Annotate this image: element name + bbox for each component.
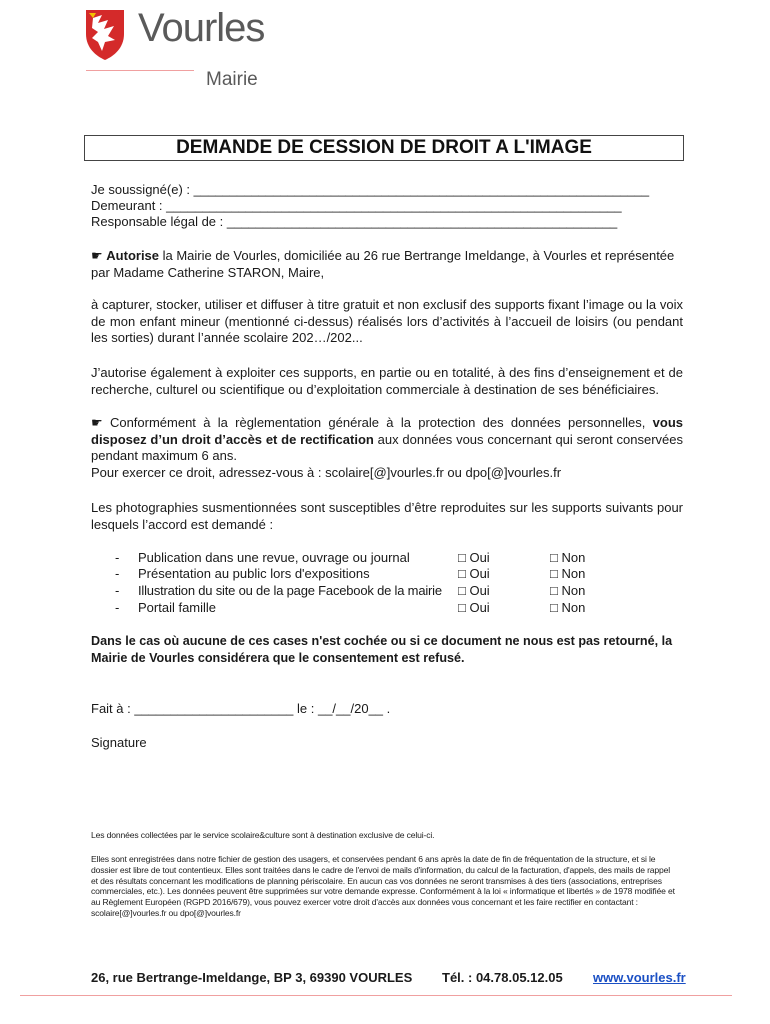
footer-phone: Tél. : 04.78.05.12.05 xyxy=(442,970,563,985)
footer-address: 26, rue Bertrange-Imeldange, BP 3, 69390 VOURLES xyxy=(91,970,413,985)
non-checkbox[interactable]: □ Non xyxy=(550,583,586,598)
demeurant-field: Demeurant : _______________________________________________________________ xyxy=(91,198,622,213)
consent-row xyxy=(91,600,683,616)
oui-checkbox[interactable]: □ Oui xyxy=(458,566,490,581)
list-dash: - xyxy=(115,550,120,565)
document-title xyxy=(84,135,684,161)
authorize-keyword: Autorise xyxy=(106,248,160,263)
footer-website-link[interactable]: www.vourles.fr xyxy=(593,970,686,985)
non-checkbox[interactable]: □ Non xyxy=(550,566,586,581)
rgpd-paragraph xyxy=(91,415,683,465)
rgpd-bold-text: vous disposez d’un droit d’accès et de rectification xyxy=(91,415,683,447)
list-dash: - xyxy=(115,583,120,598)
supports-intro: Les photographies susmentionnées sont susceptibles d’être reproduites sur les supports suivants pour lesquels l’accord est demandé : xyxy=(91,500,683,532)
rgpd-text-after: aux données vous concernant qui seront conservées pendant maximum 6 ans. xyxy=(91,431,683,463)
responsable-field: Responsable légal de : ______________________________________________________ xyxy=(91,214,618,229)
oui-checkbox[interactable]: □ Oui xyxy=(458,600,490,615)
consent-warning: Dans le cas où aucune de ces cases n'est cochée ou si ce document ne nous est pas retourné, la Mairie de Vourles considérera que le consentement est refusé. xyxy=(91,634,673,665)
pointing-hand-icon: ☛ xyxy=(91,415,103,430)
non-checkbox[interactable]: □ Non xyxy=(550,600,586,615)
authorize-paragraph xyxy=(91,248,683,281)
logo-wordmark: Vourles xyxy=(138,6,265,50)
header-divider xyxy=(86,70,194,71)
fait-a-field: Fait à : ______________________ le : __/__/20__ . xyxy=(91,701,391,716)
signature-label: Signature xyxy=(91,735,147,750)
soussigne-field: Je soussigné(e) : _______________________________________________________________ xyxy=(91,182,650,197)
rgpd-contact: Pour exercer ce droit, adressez-vous à : scolaire[@]vourles.fr ou dpo[@]vourles.fr xyxy=(91,465,562,480)
consent-row xyxy=(91,566,683,582)
rgpd-text-before: Conformément à la règlementation générale à la protection des données personnelles, xyxy=(102,415,653,430)
capture-paragraph: à capturer, stocker, utiliser et diffuser à titre gratuit et non exclusif des supports fixant l’image ou la voix de mon enfant mineur (mentionné ci-dessus) réalisés lors d’activités à l’accueil de loisirs (ou pendant les sorties) durant l’année scolaire 202…/202... xyxy=(91,297,683,345)
footer-divider xyxy=(20,995,732,996)
legal-notice-long: Elles sont enregistrées dans notre fichier de gestion des usagers, et conservées pendant 6 ans après la date de fin de fréquentation de la structure, et si le dossier est libre de tout contentieux. Elles sont traitées dans le cadre de l'envoi de mails d'information, du calcul de la facturation, d'appels, des mails de rappel et des résultats concernant les modifications de planning périscolaire. En aucun cas vos données ne seront transmises à des tiers (associations, entreprises commerciales, etc.). Les données peuvent être supprimées sur votre demande expresse. Conformément à la loi « informatique et libertés » de 1978 modifiée et au Règlement Européen (RGPD 2016/679), vous pouvez exercer votre droit d'accès aux données vous concernant et les faire rectifier en contactant : scolaire[@]vourles.fr ou dpo[@]vourles.fr xyxy=(91,854,675,918)
oui-checkbox[interactable]: □ Oui xyxy=(458,583,490,598)
consent-row xyxy=(91,583,683,599)
consent-row xyxy=(91,550,683,566)
oui-checkbox[interactable]: □ Oui xyxy=(458,550,490,565)
list-dash: - xyxy=(115,566,120,581)
document-title-text: DEMANDE DE CESSION DE DROIT A L'IMAGE xyxy=(176,137,592,158)
city-shield-logo xyxy=(84,8,126,62)
consent-label: Publication dans une revue, ouvrage ou journal xyxy=(138,550,410,565)
logo-subtitle: Mairie xyxy=(206,69,258,90)
list-dash: - xyxy=(115,600,120,615)
authorize-text: la Mairie de Vourles, domiciliée au 26 rue Bertrange Imeldange, à Vourles et représentée par Madame Catherine STARON, Maire, xyxy=(91,248,675,280)
consent-label: Illustration du site ou de la page Facebook de la mairie xyxy=(138,583,442,598)
exploit-paragraph: J’autorise également à exploiter ces supports, en partie ou en totalité, à des fins d’enseignement et de recherche, culturel ou scientifique ou d’exploitation commerciale à destination de ses bénéficiaires. xyxy=(91,365,683,397)
legal-notice-short: Les données collectées par le service scolaire&culture sont à destination exclusive de celui-ci. xyxy=(91,830,435,840)
pointing-hand-icon: ☛ xyxy=(91,248,103,263)
consent-label: Portail famille xyxy=(138,600,217,615)
consent-label: Présentation au public lors d'expositions xyxy=(138,566,370,581)
non-checkbox[interactable]: □ Non xyxy=(550,550,586,565)
